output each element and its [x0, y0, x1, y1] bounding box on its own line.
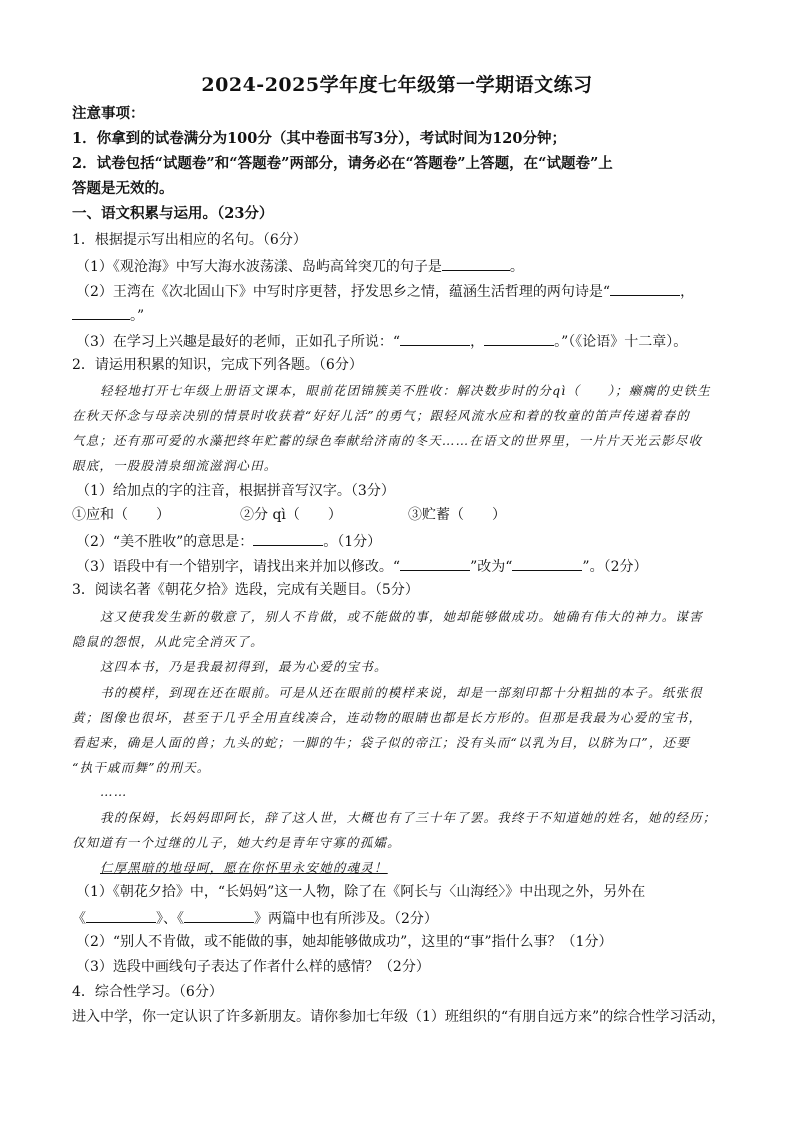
q3-excerpt-line: 我的保姆，长妈妈即阿长，辞了这人世，大概也有了三十年了罢。我终于不知道她的姓名，她的经历； — [100, 810, 717, 825]
answer-blank[interactable] — [512, 555, 582, 571]
q1-sub3-comma: ， — [470, 334, 485, 350]
q2-sub3-text: （3）语段中有一个错别字，请找出来并加以修改。“ — [76, 559, 401, 575]
q3-sub1-open: 《 — [72, 911, 86, 927]
q3-sub1-end: 》两篇中也有所涉及。（2分） — [254, 911, 438, 927]
q3-excerpt-line: “执干戚而舞”的刑天。 — [72, 760, 211, 775]
q1-sub2-cont — [72, 304, 732, 326]
q3-stem: 3．阅读名著《朝花夕拾》选段，完成有关题目。（5分） — [72, 582, 419, 598]
answer-blank[interactable] — [400, 330, 470, 346]
answer-blank[interactable] — [442, 255, 510, 271]
notice-heading: 注意事项： — [72, 105, 145, 122]
q2-options — [72, 505, 732, 525]
q3-sub1: （1）《朝花夕拾》中，“长妈妈”这一人物，除了在《阿长与〈山海经〉》中出现之外，另外在 — [76, 884, 646, 900]
answer-blank[interactable] — [610, 280, 680, 296]
q2-option-2: ②分 qì（ ） — [240, 507, 342, 523]
q4-intro: 进入中学，你一定认识了许多新朋友。请你参加七年级（1）班组织的“有朋自远方来”的综合性学习活动， — [72, 1009, 726, 1025]
notice-item-2-cont: 答题是无效的。 — [72, 180, 174, 197]
q1-sub3-text: （3）在学习上兴趣是最好的老师，正如孔子所说：“ — [76, 334, 401, 350]
page-title: 2024-2025学年度七年级第一学期语文练习 — [201, 74, 593, 96]
q2-passage-line: 轻轻地打开七年级上册语文课本，眼前花团锦簇美不胜收：解决数步时的分qì（ ）；癞瘸的史铁生 — [100, 383, 711, 398]
answer-blank[interactable] — [253, 530, 323, 546]
q3-sub1-cont — [72, 907, 732, 929]
answer-blank[interactable] — [400, 555, 470, 571]
q2-sub2-text: （2）“美不胜收”的意思是： — [76, 534, 254, 550]
q2-passage-line: 气息；还有那可爱的水藻把终年贮蓄的绿色奉献给济南的冬天……在语文的世界里，一片片天光云影尽收 — [72, 433, 703, 448]
q1-sub1-text: （1）《观沧海》中写大海水波荡漾、岛屿高耸突兀的句子是 — [76, 259, 442, 275]
q2-sub1: （1）给加点的字的注音，根据拼音写汉字。（3分） — [76, 483, 395, 499]
q3-sub3: （3）选段中画线句子表达了作者什么样的感情？（2分） — [76, 959, 430, 975]
q3-excerpt-line: 书的模样，到现在还在眼前。可是从还在眼前的模样来说，却是一部刻印都十分粗拙的本子。纸张很 — [100, 685, 703, 700]
notice-item-1: 1．你拿到的试卷满分为100分（其中卷面书写3分），考试时间为120分钟； — [72, 130, 566, 147]
q2-sub3 — [76, 555, 736, 577]
q3-excerpt-line: 这四本书，乃是我最初得到，最为心爱的宝书。 — [100, 659, 388, 674]
underlined-text: 仁厚黑暗的地母呵，愿在你怀里永安她的魂灵！ — [100, 860, 388, 875]
q3-ellipsis: …… — [100, 784, 128, 799]
q3-excerpt-line: 隐鼠的怨恨，从此完全消灭了。 — [72, 634, 264, 649]
q2-passage-line: 在秋天怀念与母亲决别的情景时收获着“好好儿活”的勇气；跟轻风流水应和着的牧童的笛声传递着春的 — [72, 408, 690, 423]
q2-sub2-end: 。（1分） — [323, 534, 382, 550]
q1-stem: 1．根据提示写出相应的名句。（6分） — [72, 232, 307, 248]
section-heading: 一、语文积累与运用。（23分） — [72, 205, 274, 222]
q3-sub1-mid: 》、《 — [156, 911, 184, 927]
q2-option-3: ③贮蓄（ ） — [408, 507, 506, 523]
q2-sub3-mid: ”改为“ — [470, 559, 513, 575]
q2-stem: 2．请运用积累的知识，完成下列各题。（6分） — [72, 357, 363, 373]
q4-stem: 4．综合性学习。（6分） — [72, 984, 223, 1000]
q3-excerpt-line: 黄；图像也很坏，甚至于几乎全用直线凑合，连动物的眼睛也都是长方形的。但那是我最为心爱的宝书， — [72, 710, 703, 725]
q1-sub2 — [76, 280, 736, 302]
q3-excerpt-line: 看起来，确是人面的兽；九头的蛇；一脚的牛；袋子似的帝江；没有头而“以乳为目，以脐为口”，还要 — [72, 735, 690, 750]
notice-item-2: 2．试卷包括“试题卷”和“答题卷”两部分，请务必在“答题卷”上答题，在“试题卷”上 — [72, 155, 613, 172]
q1-sub1-end: 。 — [509, 259, 524, 275]
answer-blank[interactable] — [184, 907, 254, 923]
answer-blank[interactable] — [72, 304, 130, 320]
q1-sub2-comma: ， — [680, 284, 695, 300]
answer-blank[interactable] — [484, 330, 554, 346]
q3-sub2: （2）“别人不肯做，或不能做的事，她却能够做成功”，这里的“事”指什么事？（1分） — [76, 934, 613, 950]
q1-sub2-end: 。” — [130, 308, 145, 324]
q3-underlined-sentence — [100, 858, 732, 878]
q3-excerpt-line: 仅知道有一个过继的儿子，她大约是青年守寡的孤孀。 — [72, 835, 401, 850]
q1-sub3 — [76, 330, 736, 352]
q2-option-1: ①应和（ ） — [72, 507, 170, 523]
answer-blank[interactable] — [86, 907, 156, 923]
q3-excerpt-line: 这又使我发生新的敬意了，别人不肯做，或不能做的事，她却能够做成功。她确有伟大的神力。谋害 — [100, 609, 703, 624]
q1-sub3-end: 。”（《论语》十二章）。 — [554, 334, 688, 350]
q2-passage-line: 眼底，一股股清泉细流滋润心田。 — [72, 458, 278, 473]
q2-sub3-end: ”。（2分） — [582, 559, 648, 575]
q2-sub2 — [76, 530, 736, 552]
q1-sub2-text: （2）王湾在《次北固山下》中写时序更替，抒发思乡之情，蕴涵生活哲理的两句诗是“ — [76, 284, 611, 300]
q1-sub1 — [76, 255, 736, 277]
